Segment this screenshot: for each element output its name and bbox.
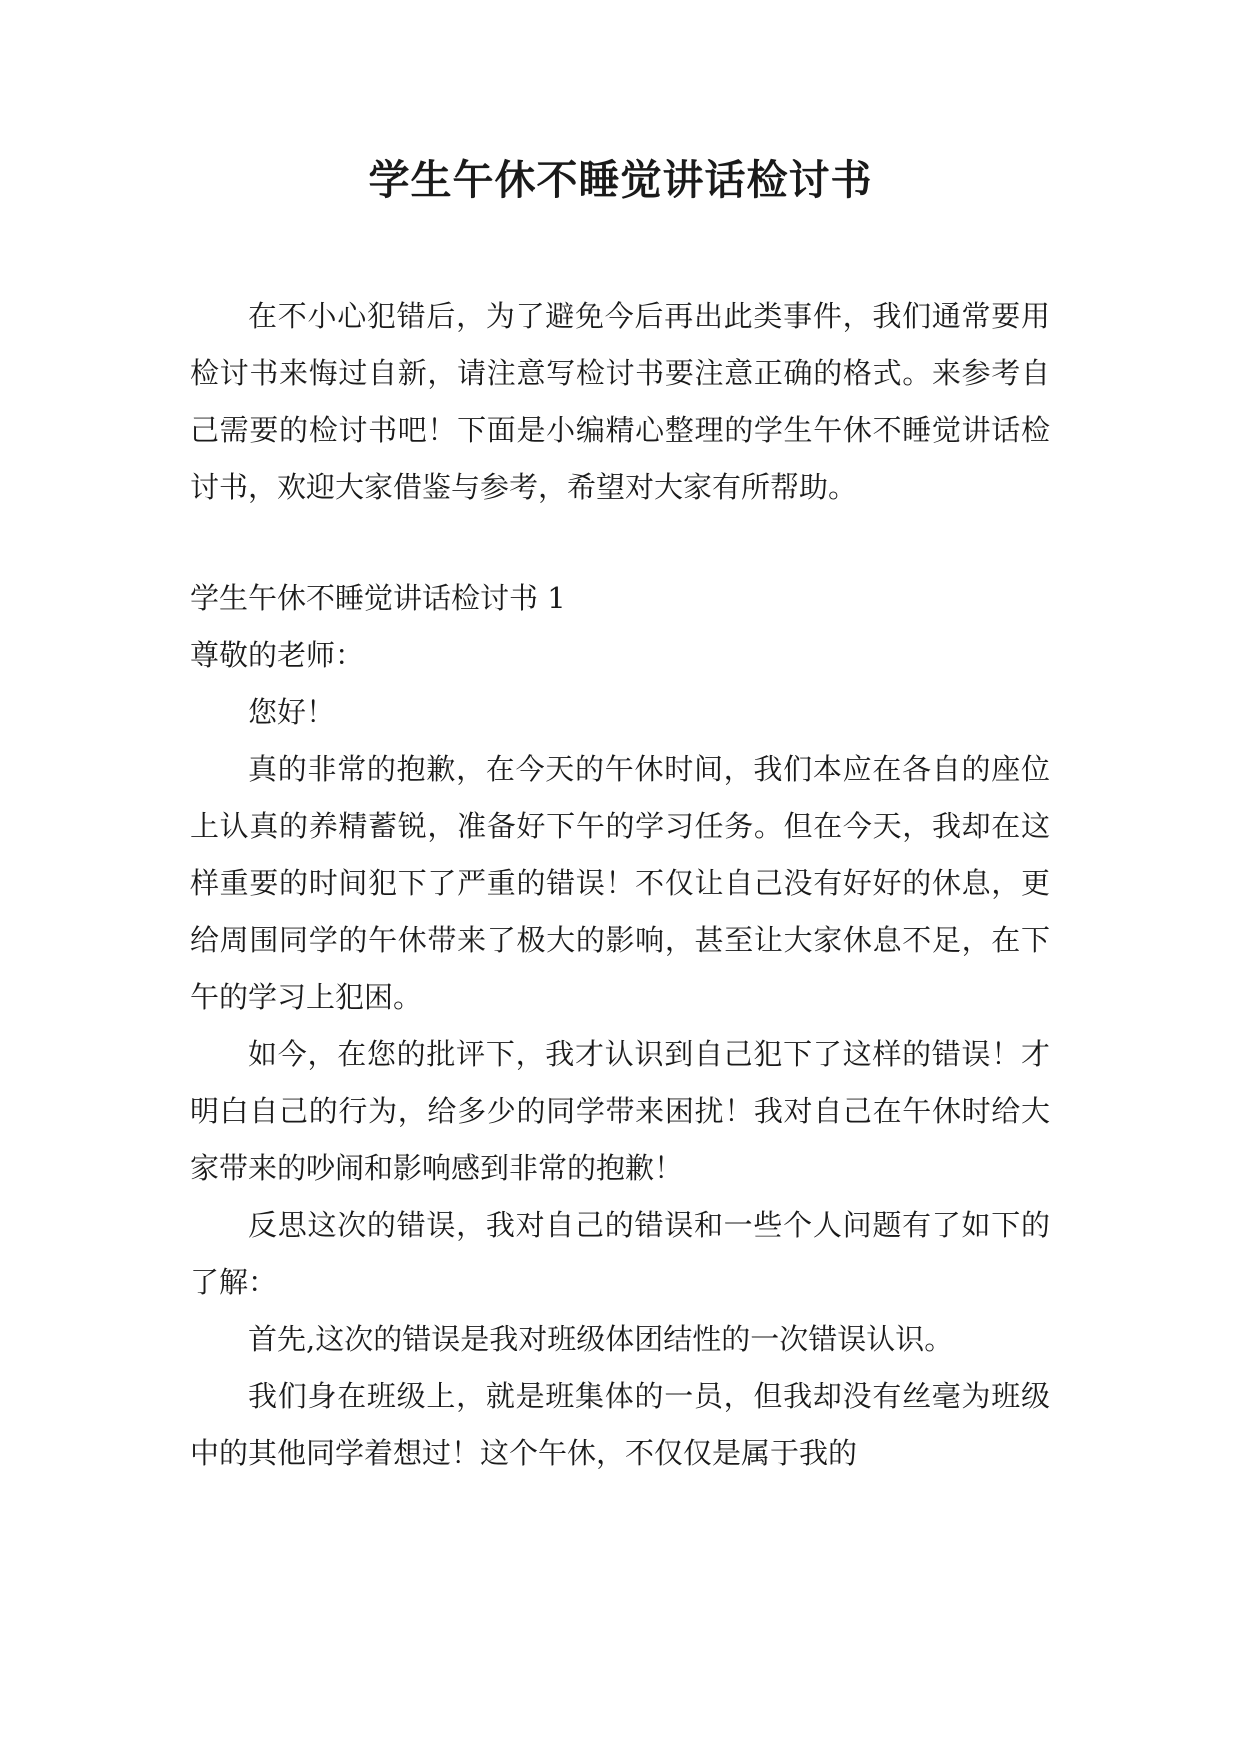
body-paragraph: 首先,这次的错误是我对班级体团结性的一次错误认识。 [248,1322,954,1356]
body-paragraph: 反思这次的错误，我对自己的错误和一些个人问题有了如下的了解： [190,1208,1050,1299]
document-title: 学生午休不睡觉讲话检讨书 [368,156,873,204]
body-paragraph: 真的非常的抱歉，在今天的午休时间，我们本应在各自的座位上认真的养精蓄锐，准备好下午的学习任务。但在今天，我却在这样重要的时间犯下了严重的错误！不仅让自己没有好好的休息，更给周围同学的午休带来了极大的影响，甚至让大家休息不足，在下午的学习上犯困。 [190,752,1050,1014]
body-paragraph: 我们身在班级上，就是班集体的一员，但我却没有丝毫为班级中的其他同学着想过！这个午休，不仅仅是属于我的 [190,1379,1050,1470]
intro-paragraph: 在不小心犯错后，为了避免今后再出此类事件，我们通常要用检讨书来悔过自新，请注意写检讨书要注意正确的格式。来参考自己需要的检讨书吧！下面是小编精心整理的学生午休不睡觉讲话检讨书，欢迎大家借鉴与参考，希望对大家有所帮助。 [190,299,1050,504]
salutation: 尊敬的老师： [190,638,365,672]
document-body [190,288,1050,1482]
section-heading: 学生午休不睡觉讲话检讨书 1 [190,581,566,615]
body-paragraph: 如今，在您的批评下，我才认识到自己犯下了这样的错误！才明白自己的行为，给多少的同学带来困扰！我对自己在午休时给大家带来的吵闹和影响感到非常的抱歉！ [190,1037,1050,1185]
greeting: 您好！ [248,695,336,729]
